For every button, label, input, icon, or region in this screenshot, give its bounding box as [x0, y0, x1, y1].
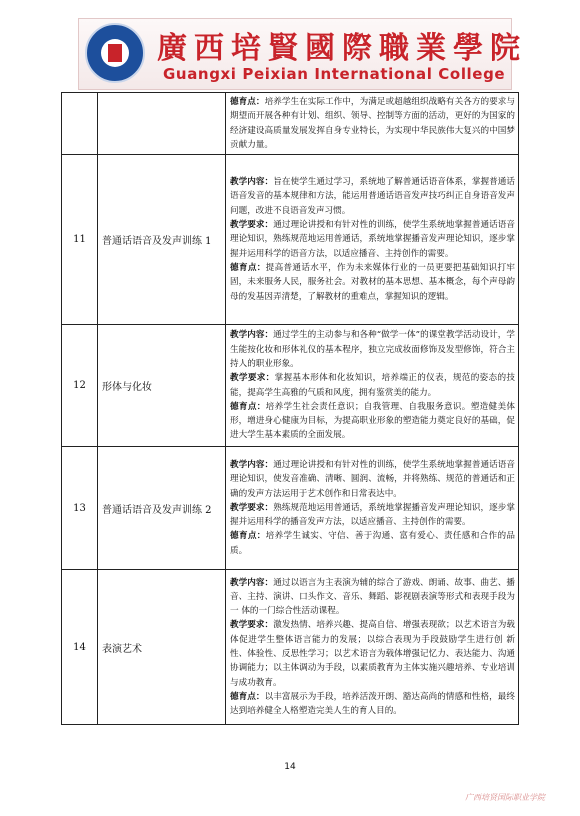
description-paragraph	[230, 371, 515, 400]
course-number	[62, 93, 98, 155]
description-paragraph	[230, 501, 515, 530]
description-paragraph	[230, 218, 515, 261]
course-description	[226, 447, 519, 570]
paragraph-text: 熟练规范地运用普通话，系统地掌握播音发声理论知识，逐步掌握并运用科学的播音发声方法，以适应播音、主持创作的需要。	[230, 502, 515, 528]
table-row	[62, 155, 519, 325]
paragraph-label: 德育点：	[230, 531, 266, 542]
description-paragraph	[230, 175, 515, 218]
course-description	[226, 570, 519, 725]
course-name	[98, 93, 226, 155]
footer-watermark: 广西培贤国际职业学院	[465, 793, 545, 802]
course-description	[226, 93, 519, 155]
course-table	[61, 92, 519, 725]
paragraph-label: 德育点：	[230, 691, 265, 702]
paragraph-label: 教学要求：	[230, 502, 274, 513]
table-row	[62, 325, 519, 447]
description-paragraph	[230, 618, 515, 689]
course-name: 普通话语音及发声训练 2	[98, 447, 226, 570]
paragraph-label: 教学内容：	[230, 577, 274, 588]
table-row	[62, 447, 519, 570]
paragraph-text: 培养学生在实际工作中，为满足或超越组织战略有关各方的要求与期望而开展各种有计划、组织、领导、控制等方面的活动，更好的为国家的经济建设高质量发展发挥自身专业特长，为实现中华民族伟大复兴的中国梦贡献力量。	[230, 96, 515, 150]
paragraph-text: 提高普通话水平，作为未来媒体行业的一员更要把基础知识打牢固，未来服务人民，服务社会。对教材的基本思想、基本概念，每个声母韵母的发基因弄清楚，了解教材的重难点，掌握知识的逻辑。	[230, 262, 515, 302]
description-paragraph	[230, 261, 515, 304]
course-number: 11	[62, 155, 98, 325]
college-header	[78, 18, 527, 90]
college-seal-logo	[85, 23, 145, 83]
paragraph-label: 德育点：	[230, 262, 266, 273]
description-paragraph	[230, 400, 515, 443]
table-row	[62, 93, 519, 155]
course-description	[226, 155, 519, 325]
paragraph-text: 通过理论讲授和有针对性的训练，使学生系统地掌握普通话语音理论知识，熟练规范地运用普通话，系统地掌握播音发声理论知识，逐步掌握并运用科学的语音方法，以适应播音、主持创作的需要。	[230, 220, 515, 259]
seal-emblem-icon	[108, 44, 122, 62]
page-number: 14	[284, 762, 296, 772]
paragraph-label: 教学内容：	[230, 459, 274, 470]
paragraph-text: 旨在使学生通过学习，系统地了解普通话语音体系，掌握普通话语音发音的基本规律和方法，能运用普通话语音发声技巧纠正自身语音发声问题，改进不良语音发声习惯。	[230, 177, 515, 216]
description-paragraph	[230, 328, 515, 371]
course-number: 14	[62, 570, 98, 725]
paragraph-label: 德育点：	[230, 401, 266, 412]
description-paragraph	[230, 576, 515, 619]
paragraph-label: 教学要求：	[230, 373, 275, 384]
description-paragraph	[230, 529, 515, 558]
course-description	[226, 325, 519, 447]
paragraph-text: 激发热情、培养兴趣、提高自信、增强表现欲；以艺术语言为载体促进学生整体语言能力的发展；以综合表现为手段鼓励学生进行创 新性、体验性、反思性学习；以艺术语言为载体增强记忆力、表达能力、沟通协调能力；以主体调动为手段，以素质教育为主体实施兴趣培养、专业培训与成功教育。	[230, 620, 515, 688]
course-name: 表演艺术	[98, 570, 226, 725]
paragraph-text: 通过以语言为主表演为辅的综合了游戏、朗诵、故事、曲艺、播音、主持、演讲、口头作文、音乐、舞蹈、影视剧表演等形式和表现手段为一 体的一门综合性活动课程。	[230, 577, 515, 617]
college-name-en: Guangxi Peixian International College	[163, 65, 506, 83]
paragraph-text: 以丰富展示为手段，培养活泼开朗、豁达高尚的情感和性格，最终达到培养健全人格塑造完美人生的育人目的。	[230, 691, 515, 717]
paragraph-label: 教学内容：	[230, 177, 274, 188]
college-name-cn: 廣西培賢國際職業學院	[157, 31, 527, 66]
course-name: 形体与化妆	[98, 325, 226, 447]
description-paragraph	[230, 95, 515, 152]
paragraph-text: 培养学生社会责任意识；自我管理、自我服务意识。塑造健美体形，增进身心健康为目标，为提高职业形象的塑造能力奠定良好的基础，促进大学生基本素质的全面发展。	[230, 401, 515, 441]
description-paragraph	[230, 690, 515, 719]
paragraph-label: 德育点：	[230, 96, 265, 107]
paragraph-label: 教学要求：	[230, 620, 274, 631]
paragraph-text: 通过理论讲授和有针对性的训练，使学生系统地掌握普通话语音理论知识，使发音准确、清晰、圆润、流畅，并将熟练、规范的普通话和正确的发声方法运用于艺术创作和日常表达中。	[230, 459, 515, 499]
course-name: 普通话语音及发声训练 1	[98, 155, 226, 325]
course-number: 13	[62, 447, 98, 570]
description-paragraph	[230, 458, 515, 501]
paragraph-text: 掌握基本形体和化妆知识，培养端正的仪表，规范的姿态的技能，提高学生高雅的气质和风度，拥有鉴赏美的能力。	[230, 373, 515, 398]
paragraph-text: 培养学生诚实、守信、善于沟通、富有爱心、责任感和合作的品质。	[230, 531, 515, 556]
table-row	[62, 570, 519, 725]
paragraph-label: 教学要求：	[230, 220, 274, 231]
course-number: 12	[62, 325, 98, 447]
paragraph-label: 教学内容：	[230, 330, 274, 341]
paragraph-text: 通过学生的主动参与和各种“做学一体”的课堂教学活动设计，学生能按化妆和形体礼仪的基本程序，独立完成妆面修饰及发型修饰，符合主持人的职业形象。	[230, 330, 515, 369]
